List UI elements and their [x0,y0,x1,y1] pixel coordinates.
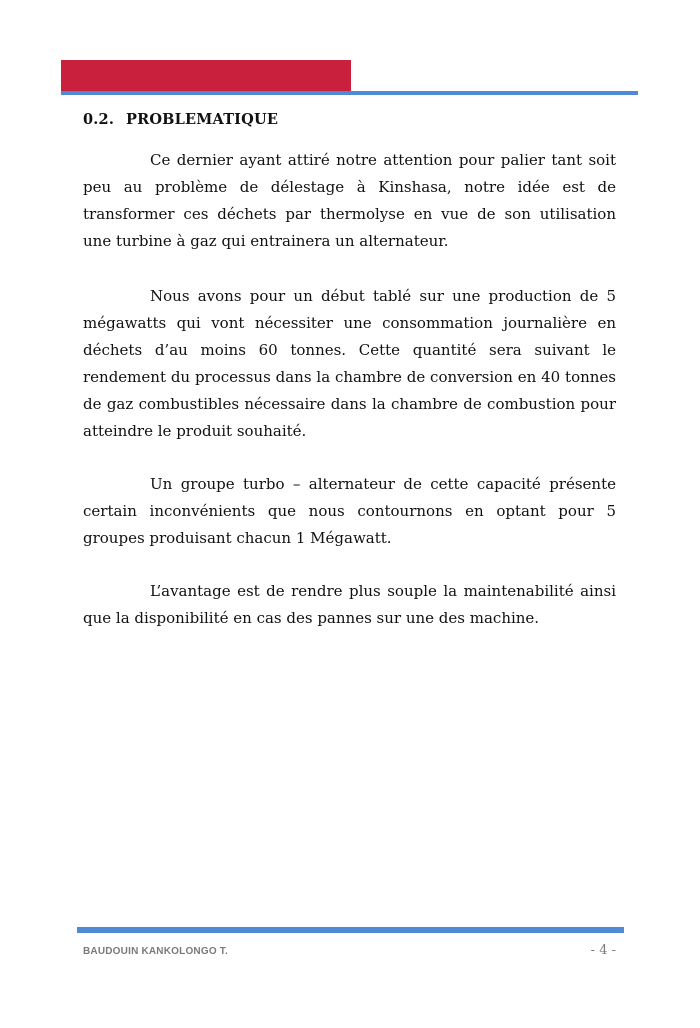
paragraph-line: Ce dernier ayant attiré notre attention pour palier tant soit [150,151,616,169]
page-number: - 4 - [590,943,616,958]
paragraph-line: transformer ces déchets par thermolyse en vue de son utilisation [83,205,616,223]
section-heading [83,111,278,128]
paragraph-line: atteindre le produit souhaité. [83,422,307,440]
paragraph-line: mégawatts qui vont nécessiter une consommation journalière en [83,314,616,332]
paragraph-2 [83,283,616,445]
footer-author: BAUDOUIN KANKOLONGO T. [83,946,228,957]
paragraph-4 [83,578,616,632]
paragraph-3 [83,471,616,552]
paragraph-line: groupes produisant chacun 1 Mégawatt. [83,529,392,547]
header-red-bar [61,60,351,91]
section-title: PROBLEMATIQUE [126,111,279,128]
header-blue-rule [61,91,638,95]
section-number: 0.2. [83,111,115,128]
paragraph-line: Nous avons pour un début tablé sur une production de 5 [150,287,616,305]
paragraph-line: L’avantage est de rendre plus souple la maintenabilité ainsi [150,582,616,600]
paragraph-line: déchets d’au moins 60 tonnes. Cette quantité sera suivant le [83,341,616,359]
paragraph-line: Un groupe turbo – alternateur de cette capacité présente [150,475,616,493]
paragraph-line: que la disponibilité en cas des pannes sur une des machine. [83,609,540,627]
footer-blue-rule [77,927,624,933]
paragraph-line: peu au problème de délestage à Kinshasa, notre idée est de [83,178,616,196]
paragraph-1 [83,147,616,255]
paragraph-line: rendement du processus dans la chambre de conversion en 40 tonnes [83,368,616,386]
paragraph-line: de gaz combustibles nécessaire dans la chambre de combustion pour [83,395,616,413]
paragraph-line: certain inconvénients que nous contournons en optant pour 5 [83,502,616,520]
paragraph-line: une turbine à gaz qui entrainera un alternateur. [83,232,449,250]
